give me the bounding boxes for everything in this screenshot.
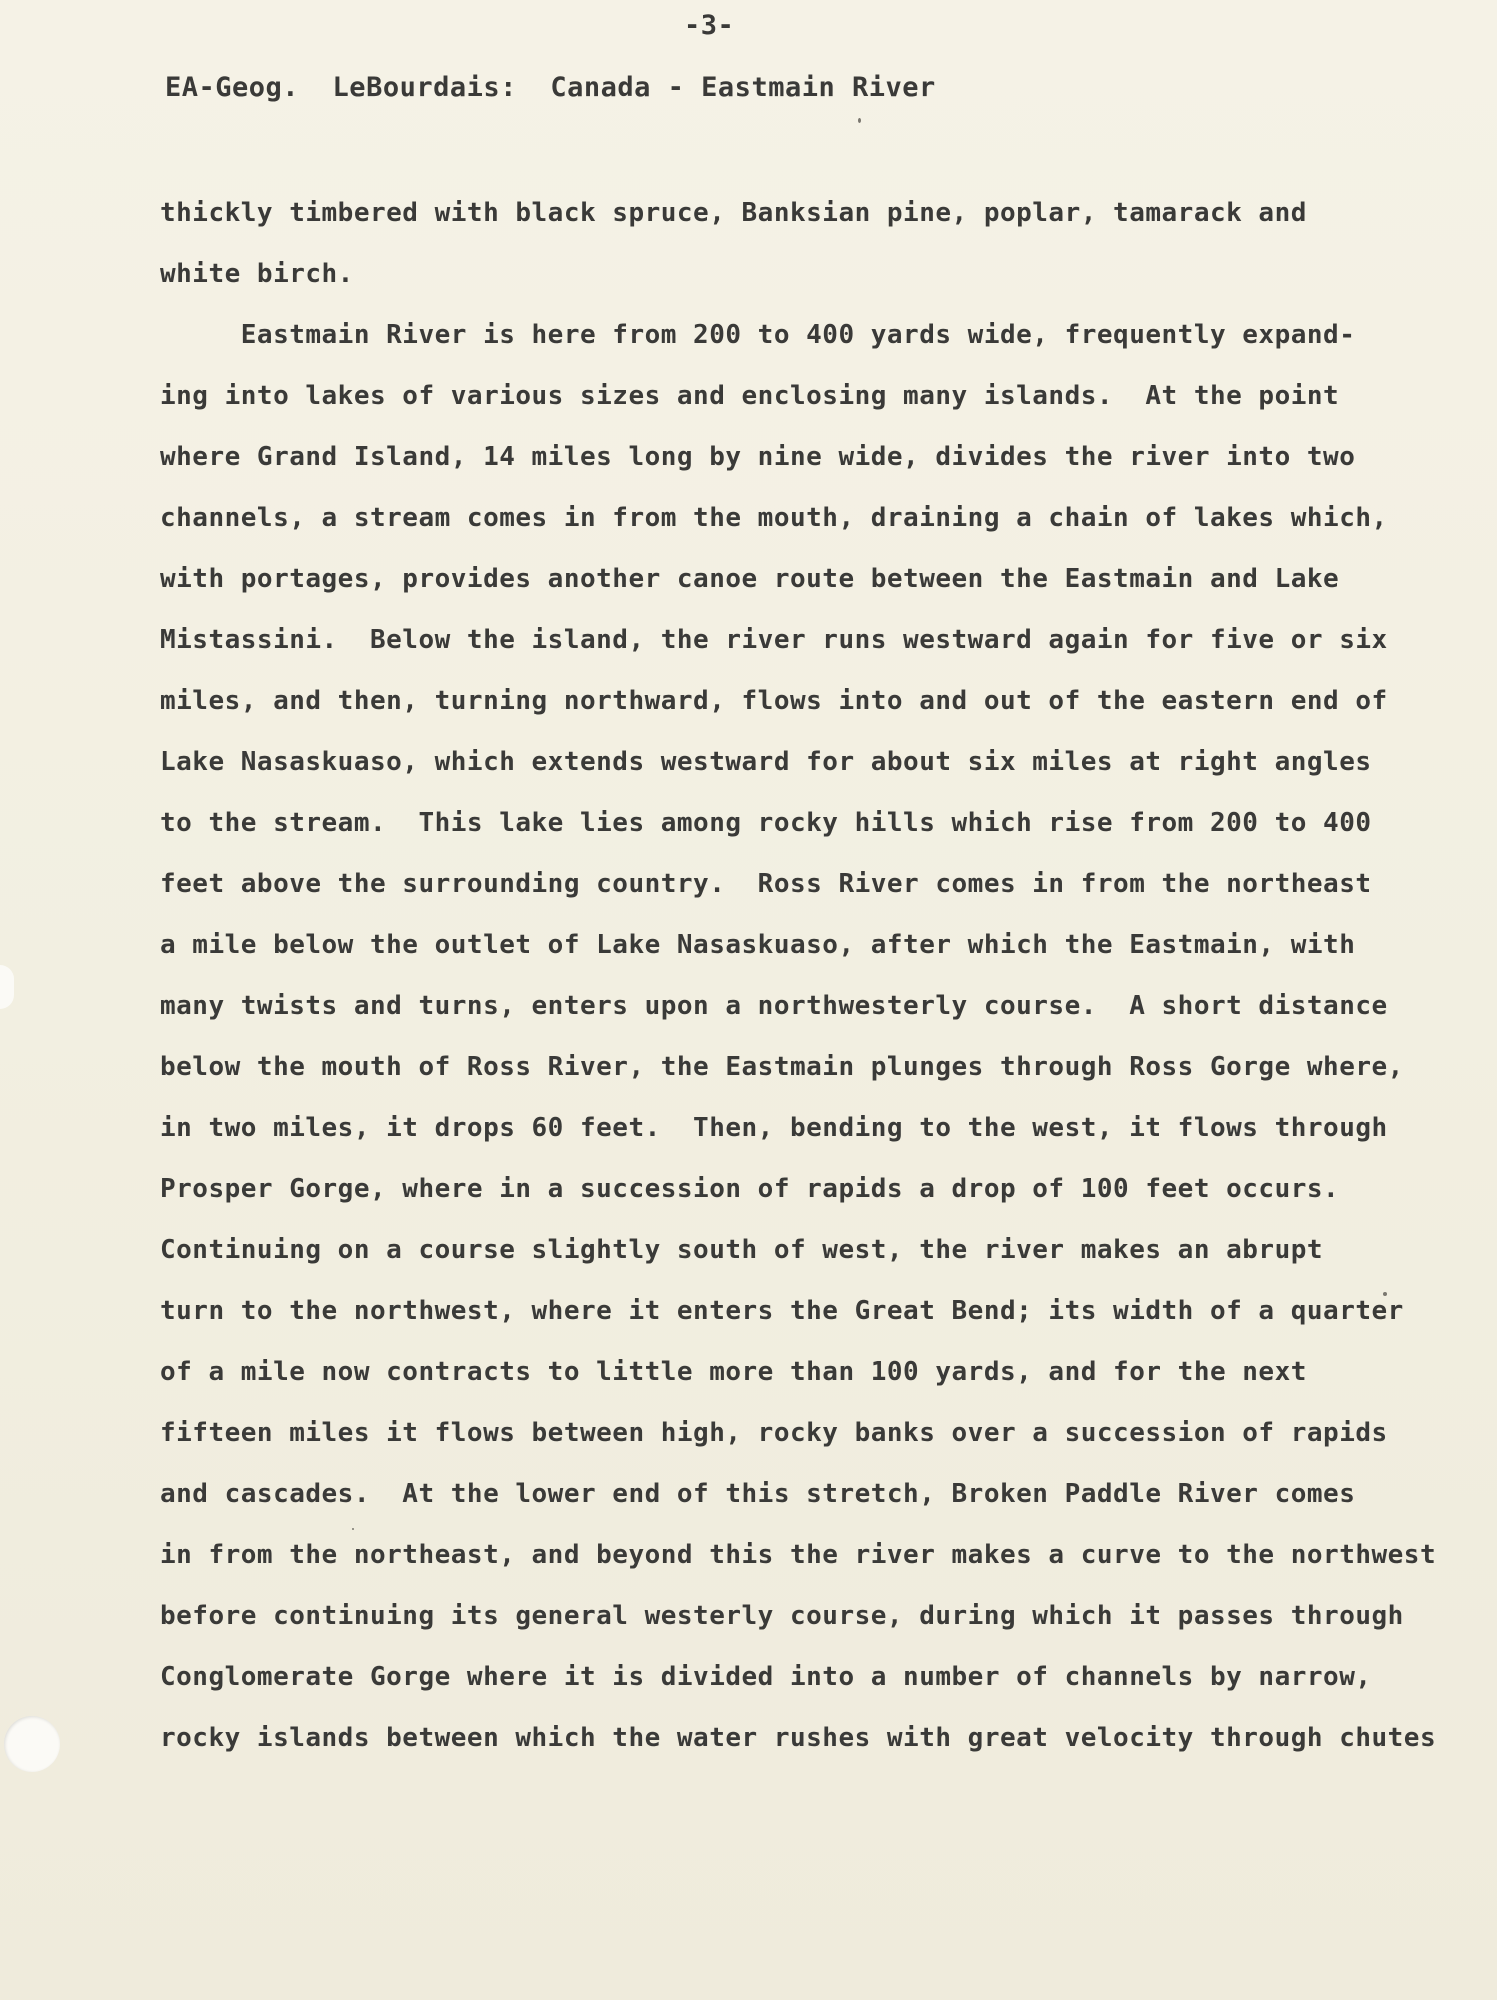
text-line: in from the northeast, and beyond this the river makes a curve to the northwest xyxy=(160,1540,1437,1570)
text-line: where Grand Island, 14 miles long by nine wide, divides the river into two xyxy=(160,442,1356,472)
text-line: Continuing on a course slightly south of west, the river makes an abrupt xyxy=(160,1235,1324,1265)
text-line: feet above the surrounding country. Ross River comes in from the northeast xyxy=(160,869,1372,899)
text-line: rocky islands between which the water rushes with great velocity through chutes xyxy=(160,1723,1437,1753)
text-line: of a mile now contracts to little more than 100 yards, and for the next xyxy=(160,1357,1307,1387)
text-line: many twists and turns, enters upon a northwesterly course. A short distance xyxy=(160,991,1388,1021)
page-number: -3- xyxy=(684,10,735,41)
text-line: before continuing its general westerly course, during which it passes through xyxy=(160,1601,1404,1631)
text-line: and cascades. At the lower end of this stretch, Broken Paddle River comes xyxy=(160,1479,1356,1509)
text-line: a mile below the outlet of Lake Nasaskuaso, after which the Eastmain, with xyxy=(160,930,1356,960)
text-line: fifteen miles it flows between high, rocky banks over a succession of rapids xyxy=(160,1418,1388,1448)
punch-hole xyxy=(4,1716,60,1772)
text-line: Eastmain River is here from 200 to 400 yards wide, frequently expand- xyxy=(160,320,1356,350)
text-line: to the stream. This lake lies among rocky hills which rise from 200 to 400 xyxy=(160,808,1372,838)
text-line: ing into lakes of various sizes and enclosing many islands. At the point xyxy=(160,381,1340,411)
paper-edge-notch xyxy=(0,965,14,1009)
text-line: thickly timbered with black spruce, Banksian pine, poplar, tamarack and xyxy=(160,198,1307,228)
text-line: Prosper Gorge, where in a succession of rapids a drop of 100 feet occurs. xyxy=(160,1174,1340,1204)
paper-speck xyxy=(1383,1292,1387,1296)
paper-speck xyxy=(858,118,861,123)
text-line: Mistassini. Below the island, the river runs westward again for five or six xyxy=(160,625,1388,655)
paper-speck xyxy=(352,1528,354,1530)
text-line: below the mouth of Ross River, the Eastmain plunges through Ross Gorge where, xyxy=(160,1052,1404,1082)
text-line: Conglomerate Gorge where it is divided into a number of channels by narrow, xyxy=(160,1662,1372,1692)
text-line: turn to the northwest, where it enters the Great Bend; its width of a quarter xyxy=(160,1296,1404,1326)
text-line: channels, a stream comes in from the mouth, draining a chain of lakes which, xyxy=(160,503,1388,533)
text-line: in two miles, it drops 60 feet. Then, bending to the west, it flows through xyxy=(160,1113,1388,1143)
document-header: EA-Geog. LeBourdais: Canada - Eastmain River xyxy=(165,72,936,103)
text-line: white birch. xyxy=(160,259,354,289)
text-line: miles, and then, turning northward, flows into and out of the eastern end of xyxy=(160,686,1388,716)
text-line: with portages, provides another canoe route between the Eastmain and Lake xyxy=(160,564,1340,594)
text-line: Lake Nasaskuaso, which extends westward for about six miles at right angles xyxy=(160,747,1372,777)
